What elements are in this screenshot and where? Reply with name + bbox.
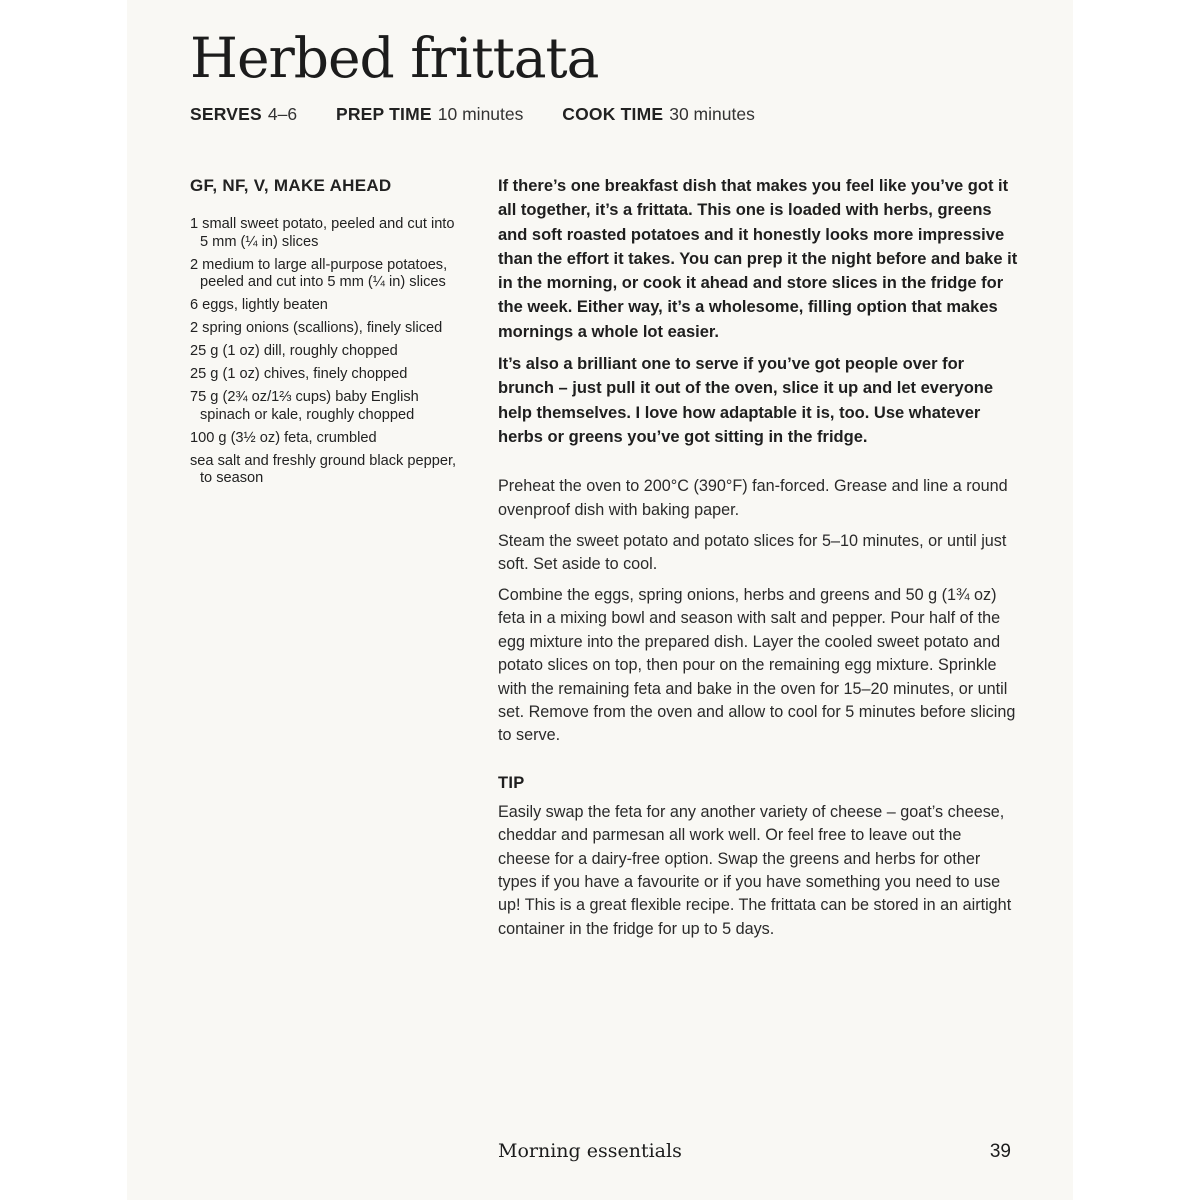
page-number: 39 bbox=[989, 1141, 1011, 1162]
tip-section bbox=[498, 774, 1018, 941]
dietary-tags: GF, NF, V, MAKE AHEAD bbox=[190, 176, 392, 195]
serves-info bbox=[190, 104, 297, 124]
prep-time-value: 10 minutes bbox=[437, 104, 524, 124]
ingredient-item: 100 g (3½ oz) feta, crumbled bbox=[190, 429, 377, 446]
recipe-title: Herbed frittata bbox=[190, 26, 599, 90]
ingredients-column bbox=[190, 176, 460, 493]
serves-value: 4–6 bbox=[267, 104, 298, 124]
book-page bbox=[127, 0, 1073, 1200]
cook-time-label: COOK TIME bbox=[562, 104, 664, 124]
ingredient-item: 2 medium to large all-purpose potatoes, peeled and cut into 5 mm (¼ in) slices bbox=[190, 256, 448, 290]
tip-text: Easily swap the feta for any another variety of cheese – goat’s cheese, cheddar and parmesan all work well. Or feel free to leave out the cheese for a dairy-free option. Swap the greens and herbs for other types if you have a favourite or if you have something you need to use up! This is a great flexible recipe. The frittata can be stored in an airtight container in the fridge for up to 5 days. bbox=[498, 802, 1012, 938]
ingredient-item: 1 small sweet potato, peeled and cut into 5 mm (¼ in) slices bbox=[190, 216, 455, 250]
recipe-meta bbox=[190, 104, 789, 125]
method-column bbox=[498, 174, 1018, 941]
ingredients-list bbox=[190, 216, 460, 488]
tip-heading: TIP bbox=[498, 773, 525, 792]
prep-time-info bbox=[336, 104, 523, 124]
section-title: Morning essentials bbox=[498, 1140, 682, 1162]
ingredient-item: 25 g (1 oz) chives, finely chopped bbox=[190, 366, 408, 382]
method-step: Combine the eggs, spring onions, herbs and greens and 50 g (1¾ oz) feta in a mixing bowl and season with salt and pepper. Pour half of the egg mixture into the prepared dish. Layer the cooled sweet potato and potato slices on top, then pour on the remaining egg mixture. Sprinkle with the remaining feta and bake in the oven for 15–20 minutes, or until set. Remove from the oven and allow to cool for 5 minutes before slicing to serve. bbox=[498, 585, 1016, 745]
method-step: Steam the sweet potato and potato slices for 5–10 minutes, or until just soft. Set aside to cool. bbox=[498, 531, 1007, 573]
ingredient-item: 2 spring onions (scallions), finely sliced bbox=[190, 320, 443, 336]
ingredient-item: 6 eggs, lightly beaten bbox=[190, 297, 328, 313]
intro-paragraph: If there’s one breakfast dish that makes you feel like you’ve got it all together, it’s a frittata. This one is loaded with herbs, greens and soft roasted potatoes and it honestly looks more impressive than the effort it takes. You can prep it the night before and bake it in the morning, or cook it ahead and store slices in the fridge for the week. Either way, it’s a wholesome, filling option that makes mornings a whole lot easier. bbox=[498, 177, 1018, 341]
cook-time-value: 30 minutes bbox=[669, 104, 755, 124]
recipe-intro bbox=[498, 174, 1018, 449]
ingredient-item: 25 g (1 oz) dill, roughly chopped bbox=[190, 343, 398, 359]
serves-label: SERVES bbox=[190, 104, 262, 124]
method-steps bbox=[498, 475, 1018, 747]
ingredient-item: sea salt and freshly ground black pepper, to season bbox=[190, 452, 457, 486]
method-step: Preheat the oven to 200°C (390°F) fan-forced. Grease and line a round ovenproof dish with baking paper. bbox=[498, 477, 1008, 519]
cook-time-info bbox=[562, 104, 755, 124]
intro-paragraph: It’s also a brilliant one to serve if you’ve got people over for brunch – just pull it out of the oven, slice it up and let everyone help themselves. I love how adaptable it is, too. Use whatever herbs or greens you’ve got sitting in the fridge. bbox=[498, 355, 994, 446]
ingredient-item: 75 g (2¾ oz/1⅔ cups) baby English spinach or kale, roughly chopped bbox=[190, 389, 419, 423]
prep-time-label: PREP TIME bbox=[335, 104, 432, 124]
